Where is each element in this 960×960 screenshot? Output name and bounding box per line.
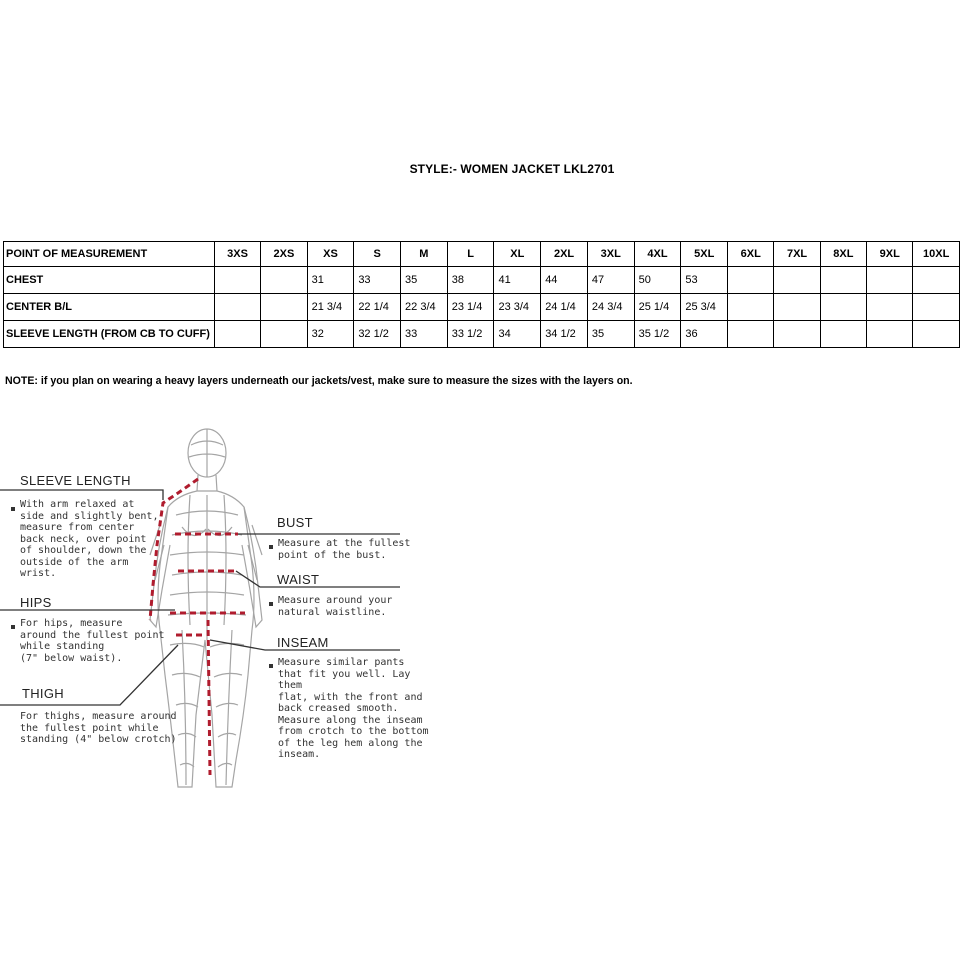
table-row-center-bl — [4, 294, 960, 321]
table-cell — [261, 321, 307, 348]
table-cell: 25 1/4 — [634, 294, 681, 321]
size-header: 5XL — [681, 242, 728, 267]
bullet-icon — [269, 602, 273, 606]
bullet-icon — [269, 545, 273, 549]
table-cell — [728, 294, 774, 321]
table-cell — [867, 267, 913, 294]
size-header: L — [447, 242, 494, 267]
text-line: outside of the arm — [20, 556, 129, 568]
text-line: Measure similar pants — [278, 657, 405, 668]
row-label: CENTER B/L — [4, 294, 215, 321]
row-label: SLEEVE LENGTH (FROM CB TO CUFF) — [4, 321, 215, 348]
table-cell — [867, 321, 913, 348]
size-header: 6XL — [728, 242, 774, 267]
table-cell — [214, 267, 260, 294]
bust-heading: BUST — [277, 515, 313, 530]
table-cell — [820, 294, 866, 321]
bust-instructions — [278, 538, 410, 561]
inseam-instructions — [278, 657, 430, 761]
table-cell — [913, 267, 960, 294]
size-header: S — [354, 242, 401, 267]
table-cell: 33 — [401, 321, 448, 348]
table-row-sleeve-length — [4, 321, 960, 348]
table-cell: 33 — [354, 267, 401, 294]
header-point-of-measurement: POINT OF MEASUREMENT — [4, 242, 215, 267]
hips-instructions — [20, 618, 165, 664]
size-header: 2XL — [541, 242, 588, 267]
text-line: wrist. — [20, 568, 57, 579]
table-cell — [261, 294, 307, 321]
text-line: With arm relaxed at — [20, 499, 135, 510]
text-line: of shoulder, down the — [20, 545, 147, 556]
size-header: XS — [307, 242, 354, 267]
table-cell: 32 1/2 — [354, 321, 401, 348]
table-cell — [261, 267, 307, 294]
table-cell: 32 — [307, 321, 354, 348]
bullet-icon — [11, 507, 15, 511]
waist-instructions — [278, 595, 392, 618]
layering-note: NOTE: if you plan on wearing a heavy layers underneath our jackets/vest, make sure to measure the sizes with the layers on. — [5, 375, 633, 387]
table-cell — [774, 294, 820, 321]
text-line: Measure along the inseam — [278, 714, 423, 726]
table-header-row — [4, 242, 960, 267]
table-cell: 21 3/4 — [307, 294, 354, 321]
text-line: Measure around your — [278, 595, 393, 606]
page-title: STYLE:- WOMEN JACKET LKL2701 — [409, 162, 615, 176]
bullet-icon — [269, 664, 273, 668]
text-line: point of the bust. — [278, 549, 387, 561]
table-cell — [820, 321, 866, 348]
size-header: 7XL — [774, 242, 820, 267]
size-header: M — [401, 242, 448, 267]
table-cell: 35 1/2 — [634, 321, 681, 348]
text-line: standing (4" below crotch) — [20, 734, 177, 745]
table-cell: 38 — [447, 267, 494, 294]
table-cell: 25 3/4 — [681, 294, 728, 321]
table-cell — [728, 321, 774, 348]
size-header: 3XL — [587, 242, 634, 267]
text-line: Measure at the fullest — [278, 538, 411, 549]
table-cell: 50 — [634, 267, 681, 294]
row-label: CHEST — [4, 267, 215, 294]
table-cell: 34 — [494, 321, 541, 348]
table-cell — [214, 294, 260, 321]
table-cell: 24 3/4 — [587, 294, 634, 321]
text-line: from crotch to the bottom — [278, 726, 429, 737]
table-cell — [214, 321, 260, 348]
table-cell: 33 1/2 — [447, 321, 494, 348]
waist-heading: WAIST — [277, 572, 320, 587]
table-cell: 53 — [681, 267, 728, 294]
text-line: flat, with the front and — [278, 691, 423, 703]
size-header: 9XL — [867, 242, 913, 267]
table-cell — [913, 321, 960, 348]
sleeve-length-instructions — [20, 499, 158, 580]
text-line: of the leg hem along the — [278, 737, 423, 749]
table-cell — [774, 267, 820, 294]
size-header: 2XS — [261, 242, 307, 267]
measurement-guide — [0, 415, 430, 795]
size-header: 3XS — [214, 242, 260, 267]
text-line: back creased smooth. — [278, 703, 399, 714]
text-line: that fit you well. Lay them — [278, 668, 411, 691]
text-line: measure from center — [20, 522, 135, 533]
size-chart-table — [3, 241, 960, 348]
text-line: side and slightly bent, — [20, 510, 159, 522]
text-line: natural waistline. — [278, 606, 387, 618]
bullet-icon — [11, 625, 15, 629]
text-line: For hips, measure — [20, 618, 123, 629]
text-line: back neck, over point — [20, 533, 147, 545]
table-cell: 35 — [401, 267, 448, 294]
text-line: (7" below waist). — [20, 652, 123, 664]
table-cell — [820, 267, 866, 294]
table-cell: 41 — [494, 267, 541, 294]
thigh-heading: THIGH — [22, 686, 64, 701]
table-cell: 44 — [541, 267, 588, 294]
table-cell: 31 — [307, 267, 354, 294]
inseam-heading: INSEAM — [277, 635, 329, 650]
table-cell — [867, 294, 913, 321]
table-cell — [774, 321, 820, 348]
table-cell: 23 3/4 — [494, 294, 541, 321]
table-cell: 36 — [681, 321, 728, 348]
size-header: 4XL — [634, 242, 681, 267]
table-cell — [728, 267, 774, 294]
table-cell: 47 — [587, 267, 634, 294]
table-row-chest — [4, 267, 960, 294]
table-cell — [913, 294, 960, 321]
table-cell: 35 — [587, 321, 634, 348]
table-cell: 22 1/4 — [354, 294, 401, 321]
text-line: around the fullest point — [20, 629, 165, 641]
table-cell: 22 3/4 — [401, 294, 448, 321]
text-line: while standing — [20, 641, 105, 652]
thigh-instructions — [20, 711, 177, 746]
hips-heading: HIPS — [20, 595, 52, 610]
table-cell: 24 1/4 — [541, 294, 588, 321]
text-line: For thighs, measure around — [20, 711, 177, 722]
sleeve-length-heading: SLEEVE LENGTH — [20, 473, 131, 488]
text-line: the fullest point while — [20, 722, 159, 734]
size-header: XL — [494, 242, 541, 267]
text-line: inseam. — [278, 749, 321, 760]
size-header: 10XL — [913, 242, 960, 267]
table-cell: 23 1/4 — [447, 294, 494, 321]
table-cell: 34 1/2 — [541, 321, 588, 348]
size-header: 8XL — [820, 242, 866, 267]
